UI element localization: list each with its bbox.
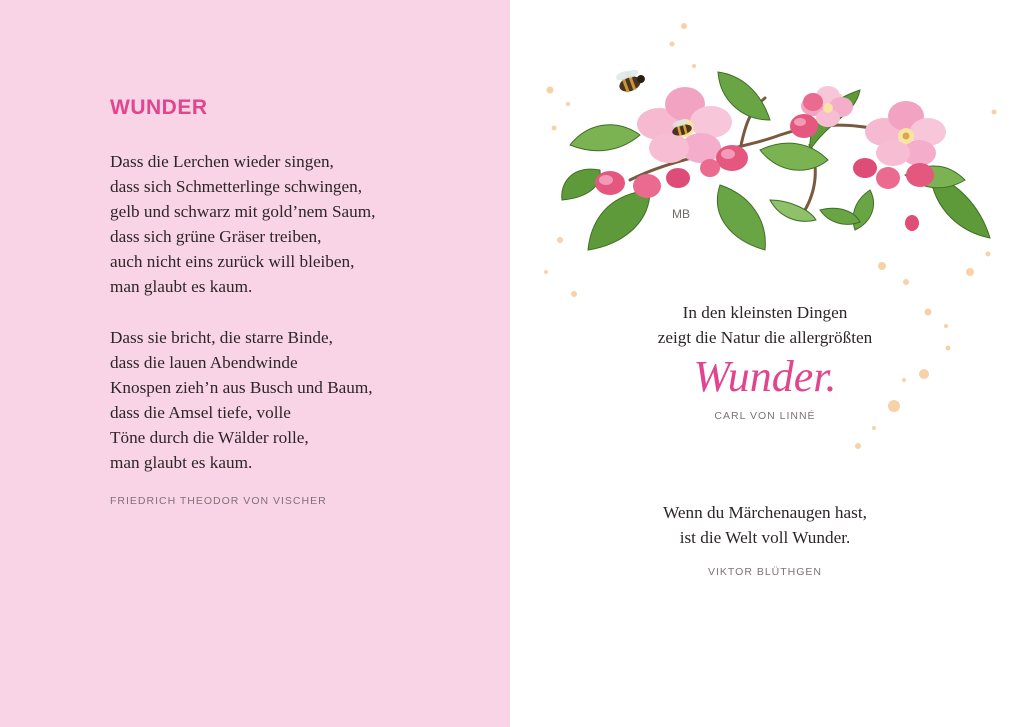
poem-line: gelb und schwarz mit gold’nem Saum, bbox=[110, 202, 376, 221]
quote-line: zeigt die Natur die allergrößten bbox=[657, 328, 873, 347]
quote-linne bbox=[510, 300, 1020, 422]
poem-line: auch nicht eins zurück will bleiben, bbox=[110, 252, 355, 271]
poem-line: Knospen zieh’n aus Busch und Baum, bbox=[110, 378, 373, 397]
poem-title: WUNDER bbox=[110, 96, 208, 119]
quote-bluethgen bbox=[510, 500, 1020, 578]
quote-author: CARL VON LINNÉ bbox=[714, 410, 816, 422]
poem-line: dass die Amsel tiefe, volle bbox=[110, 403, 291, 422]
quote-line: ist die Welt voll Wunder. bbox=[679, 528, 851, 547]
poem-line: dass sich Schmetterlinge schwingen, bbox=[110, 177, 363, 196]
poem-line: man glaubt es kaum. bbox=[110, 453, 253, 472]
quote-line: Wenn du Märchenaugen hast, bbox=[663, 503, 867, 522]
poem-line: dass sich grüne Gräser treiben, bbox=[110, 227, 322, 246]
poem-stanza-1 bbox=[110, 149, 375, 299]
poem-line: Töne durch die Wälder rolle, bbox=[110, 428, 309, 447]
poem-line: man glaubt es kaum. bbox=[110, 277, 253, 296]
poem-stanza-2 bbox=[110, 325, 373, 475]
bee-icon bbox=[615, 65, 648, 94]
quote-author: VIKTOR BLÜTHGEN bbox=[708, 566, 822, 578]
poem-line: Dass die Lerchen wieder singen, bbox=[110, 152, 334, 171]
artist-signature: MB bbox=[672, 207, 690, 221]
right-page bbox=[510, 0, 1020, 727]
quote-line: In den kleinsten Dingen bbox=[682, 303, 848, 322]
quote-highlight-word: Wunder. bbox=[693, 352, 837, 401]
poem-author: FRIEDRICH THEODOR VON VISCHER bbox=[110, 495, 327, 507]
poem-line: dass die lauen Abendwinde bbox=[110, 353, 298, 372]
poem-line: Dass sie bricht, die starre Binde, bbox=[110, 328, 333, 347]
